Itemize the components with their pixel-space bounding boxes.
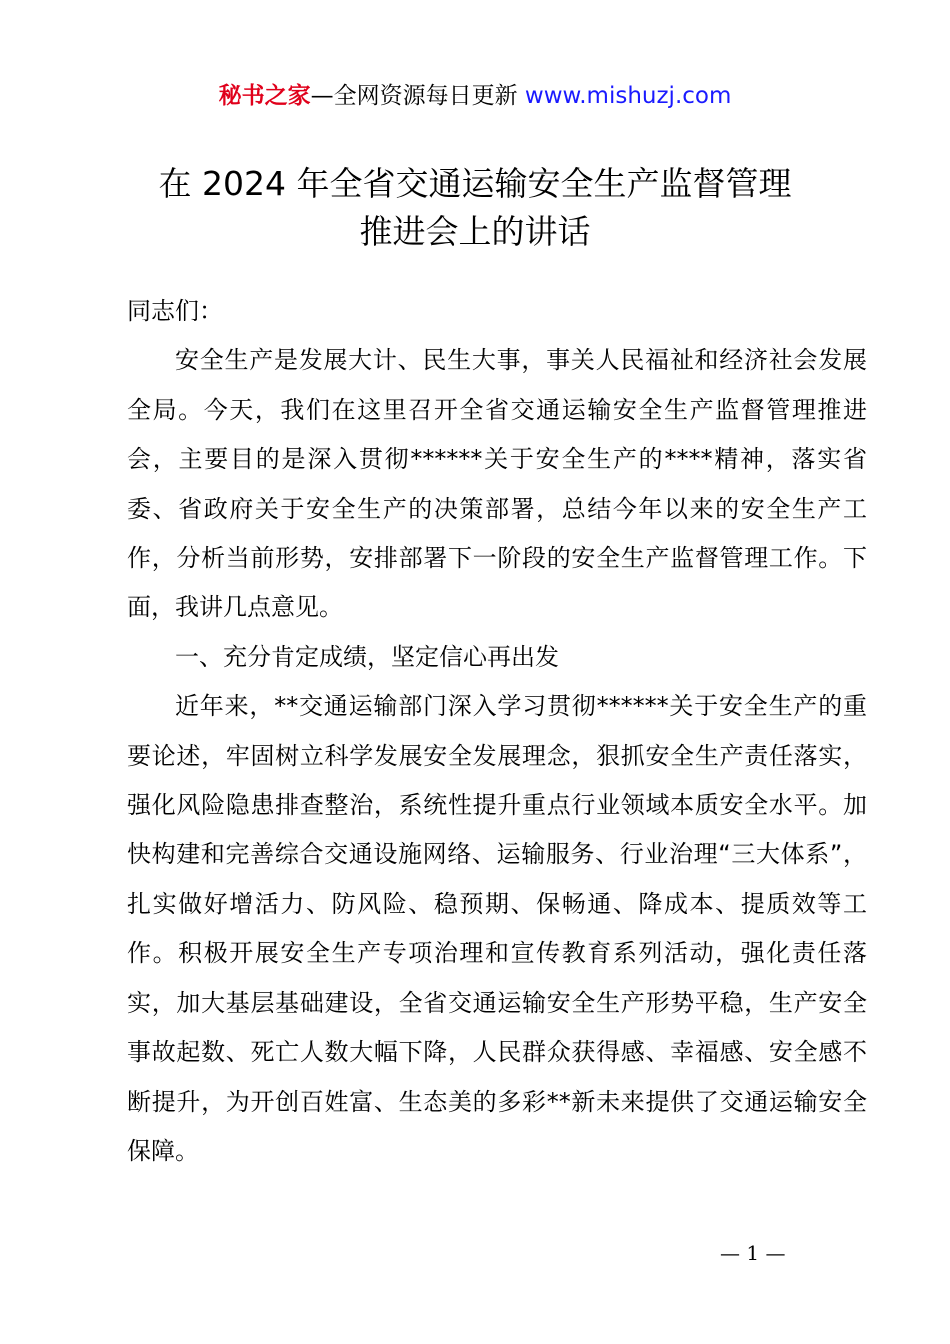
- paragraph-intro: 安全生产是发展大计、民生大事，事关人民福祉和经济社会发展全局。今天，我们在这里召开全省交通运输安全生产监督管理推进会，主要目的是深入贯彻******关于安全生产的****精神，落实省委、省政府关于安全生产的决策部署，总结今年以来的安全生产工作，分析当前形势，安排部署下一阶段的安全生产监督管理工作。下面，我讲几点意见。: [127, 346, 867, 622]
- paragraph-achievements: 近年来，**交通运输部门深入学习贯彻******关于安全生产的重要论述，牢固树立科学发展安全发展理念，狠抓安全生产责任落实，强化风险隐患排查整治，系统性提升重点行业领域本质安全水平。加快构建和完善综合交通设施网络、运输服务、行业治理“三大体系”，扎实做好增活力、防风险、稳预期、保畅通、降成本、提质效等工作。积极开展安全生产专项治理和宣传教育系列活动，强化责任落实，加大基层基础建设，全省交通运输安全生产形势平稳，生产安全事故起数、死亡人数大幅下降，人民群众获得感、幸福感、安全感不断提升，为开创百姓富、生态美的多彩**新未来提供了交通运输安全保障。: [127, 692, 867, 1165]
- banner-tagline: —全网资源每日更新: [310, 83, 525, 109]
- title-line-2: 推进会上的讲话: [359, 212, 591, 251]
- site-banner: [0, 80, 950, 112]
- document-body: [127, 287, 867, 1176]
- greeting: 同志们：: [127, 297, 223, 325]
- title-line-1: 在 2024 年全省交通运输安全生产监督管理: [158, 164, 792, 203]
- page-number: — 1 —: [720, 1241, 786, 1265]
- banner-brand: 秘书之家: [218, 83, 311, 109]
- banner-url-link[interactable]: www.mishuzj.com: [524, 83, 732, 109]
- section-heading-1: 一、充分肯定成绩，坚定信心再出发: [175, 642, 559, 671]
- document-title: [60, 160, 890, 256]
